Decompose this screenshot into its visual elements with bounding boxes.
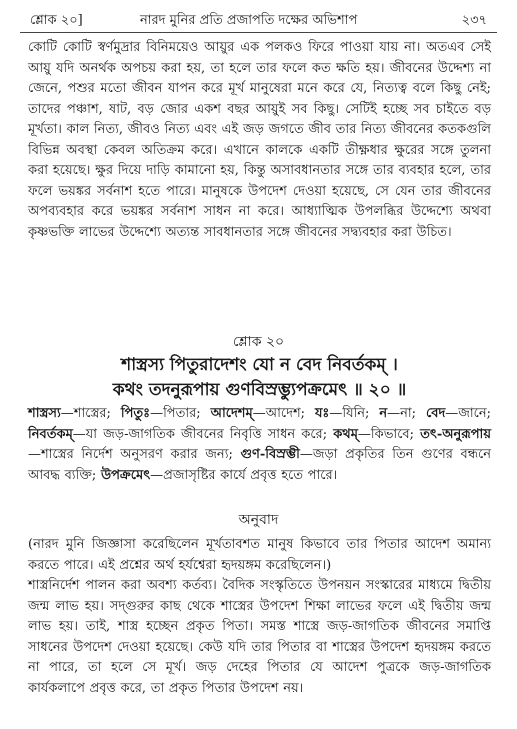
synonym-meaning: —কিভাবে;: [357, 426, 421, 442]
word-for-word-synonyms: [28, 404, 491, 486]
verse-line-1: শাস্ত্রস্য পিতুরাদেশং যো ন বেদ নিবর্তকম্‌ ।: [121, 355, 398, 375]
verse-line-2: কথং তদনুরূপায় গুণবিস্রম্ভ্যুপক্রমেৎ ॥ ২০ ॥: [112, 380, 407, 400]
synonym-meaning: —আদেশ;: [252, 406, 315, 421]
running-header: [20, 10, 497, 33]
page-number: ২৩৭: [461, 13, 487, 28]
header-verse-ref: শ্লোক ২০]: [30, 13, 83, 28]
synonym-meaning: —যা জড়-জাগতিক জীবনের নিবৃত্তি সাধন করে;: [72, 426, 334, 442]
synonym-meaning: —জানে;: [445, 406, 492, 421]
synonym-word: পিতুঃ: [120, 406, 151, 421]
synonym-meaning: —প্রজাসৃষ্টির কার্যে প্রবৃত্ত হতে পারে।: [150, 467, 338, 483]
synonym-word: ন: [379, 406, 388, 421]
purport-paragraph: শাস্ত্রনির্দেশ পালন করা অবশ্য কর্তব্য। বৈদিক সংস্কৃতিতে উপনয়ন সংস্কারের মাধ্যমে দ্বিতীয় জন্ম লাভ হয়। সদ্গুরুর কাছ থেকে শাস্ত্রের উপদেশ শিক্ষা লাভের ফলে এই দ্বিতীয় জন্ম লাভ হয়। তাই, শাস্ত্র হচ্ছেন প্রকৃত পিতা। সমস্ত শাস্ত্রে জড়-জাগতিক জীবনের সমাপ্তি সাধনের উপদেশ দেওয়া হয়েছে। কেউ যদি তার পিতার বা শাস্ত্রের উপদেশ হৃদয়ঙ্গম করতে না পারে, তা হলে সে মূর্খ। জড় দেহের পিতার যে আদেশ পুত্রকে জড়-জাগতিক কার্যকলাপে প্রবৃত্ত করে, তা প্রকৃত পিতার উপদেশ নয়।: [28, 578, 491, 696]
verse-title: শ্লোক ২০: [232, 334, 285, 350]
synonym-word: যঃ: [314, 406, 330, 421]
synonym-word: কথম্‌: [333, 426, 358, 442]
commentary-paragraph: কোটি কোটি স্বর্ণমুদ্রার বিনিময়েও আয়ুর এক পলকও ফিরে পাওয়া যায় না। অতএব সেই আয়ু যদি অনর্থক অপচয় করা হয়, তা হলে তার ফলে কত ক্ষতি হয়। জীবনের উদ্দেশ্য না জেনে, পশুর মতো জীবন যাপন করে মূর্খ মানুষেরা মনে করে যে, নিত্যত্ব বলে কিছু নেই; তাদের পঞ্চাশ, ষাট, বড় জোর একশ বছর আয়ুই সব কিছু। সেটিই হচ্ছে সব চাইতে বড় মূর্খতা। কাল নিত্য, জীবও নিত্য এবং এই জড় জগতে জীব তার নিত্য জীবনের কতকগুলি বিভিন্ন অবস্থা কেবল অতিক্রম করে। এখানে কালকে একটি তীক্ষ্ণধার ক্ষুরের সঙ্গে তুলনা করা হয়েছে। ক্ষুর দিয়ে দাড়ি কামানো হয়, কিন্তু অসাবধানতার সঙ্গে তার ব্যবহার হলে, তার ফলে ভয়ঙ্কর সর্বনাশ হতে পারে। মানুষকে উপদেশ দেওয়া হয়েছে, সে যেন তার জীবনের অপব্যবহার করে ভয়ঙ্কর সর্বনাশ সাধন না করে। আধ্যাত্মিক উপলব্ধির উদ্দেশ্যে অথবা কৃষ্ণভক্তি লাভের উদ্দেশ্যে অত্যন্ত সাবধানতার সঙ্গে জীবনের সদ্ব্যবহার করা উচিত।: [28, 40, 491, 240]
synonym-meaning: —না;: [387, 406, 426, 421]
synonym-word: আদেশম্‌: [210, 406, 253, 421]
synonym-meaning: —জড়া প্রকৃতির তিন গুণের বন্ধনে আবদ্ধ ব্যক্তি;: [28, 447, 491, 483]
synonym-word: নিবর্তকম্‌: [28, 426, 73, 442]
synonym-word: তৎ-অনুরূপায়: [420, 426, 491, 442]
synonym-meaning: —যিনি;: [329, 406, 380, 421]
synonym-word: গুণ-বিস্রম্ভী: [240, 447, 300, 462]
synonym-word: বেদ: [425, 406, 446, 421]
translation-text: (নারদ মুনি জিজ্ঞাসা করেছিলেন মূর্খতাবশত মানুষ কিভাবে তার পিতার আদেশ অমান্য করতে পারে। এই প্রশ্নের অর্থ হর্যশ্বেরা হৃদয়ঙ্গম করেছিলেন।): [28, 537, 491, 573]
synonym-word: উপক্রমেৎ: [100, 467, 151, 483]
synonym-word: শাস্ত্রস্য: [28, 406, 61, 421]
translation-heading: অনুবাদ: [238, 512, 279, 528]
synonym-meaning: —শাস্ত্রের নির্দেশ অনুসরণ করার জন্য;: [28, 447, 241, 462]
header-chapter-title: নারদ মুনির প্রতি প্রজাপতি দক্ষের অভিশাপ: [140, 13, 358, 28]
synonym-meaning: —পিতার;: [150, 406, 211, 421]
synonym-meaning: —শাস্ত্রের;: [60, 406, 121, 421]
